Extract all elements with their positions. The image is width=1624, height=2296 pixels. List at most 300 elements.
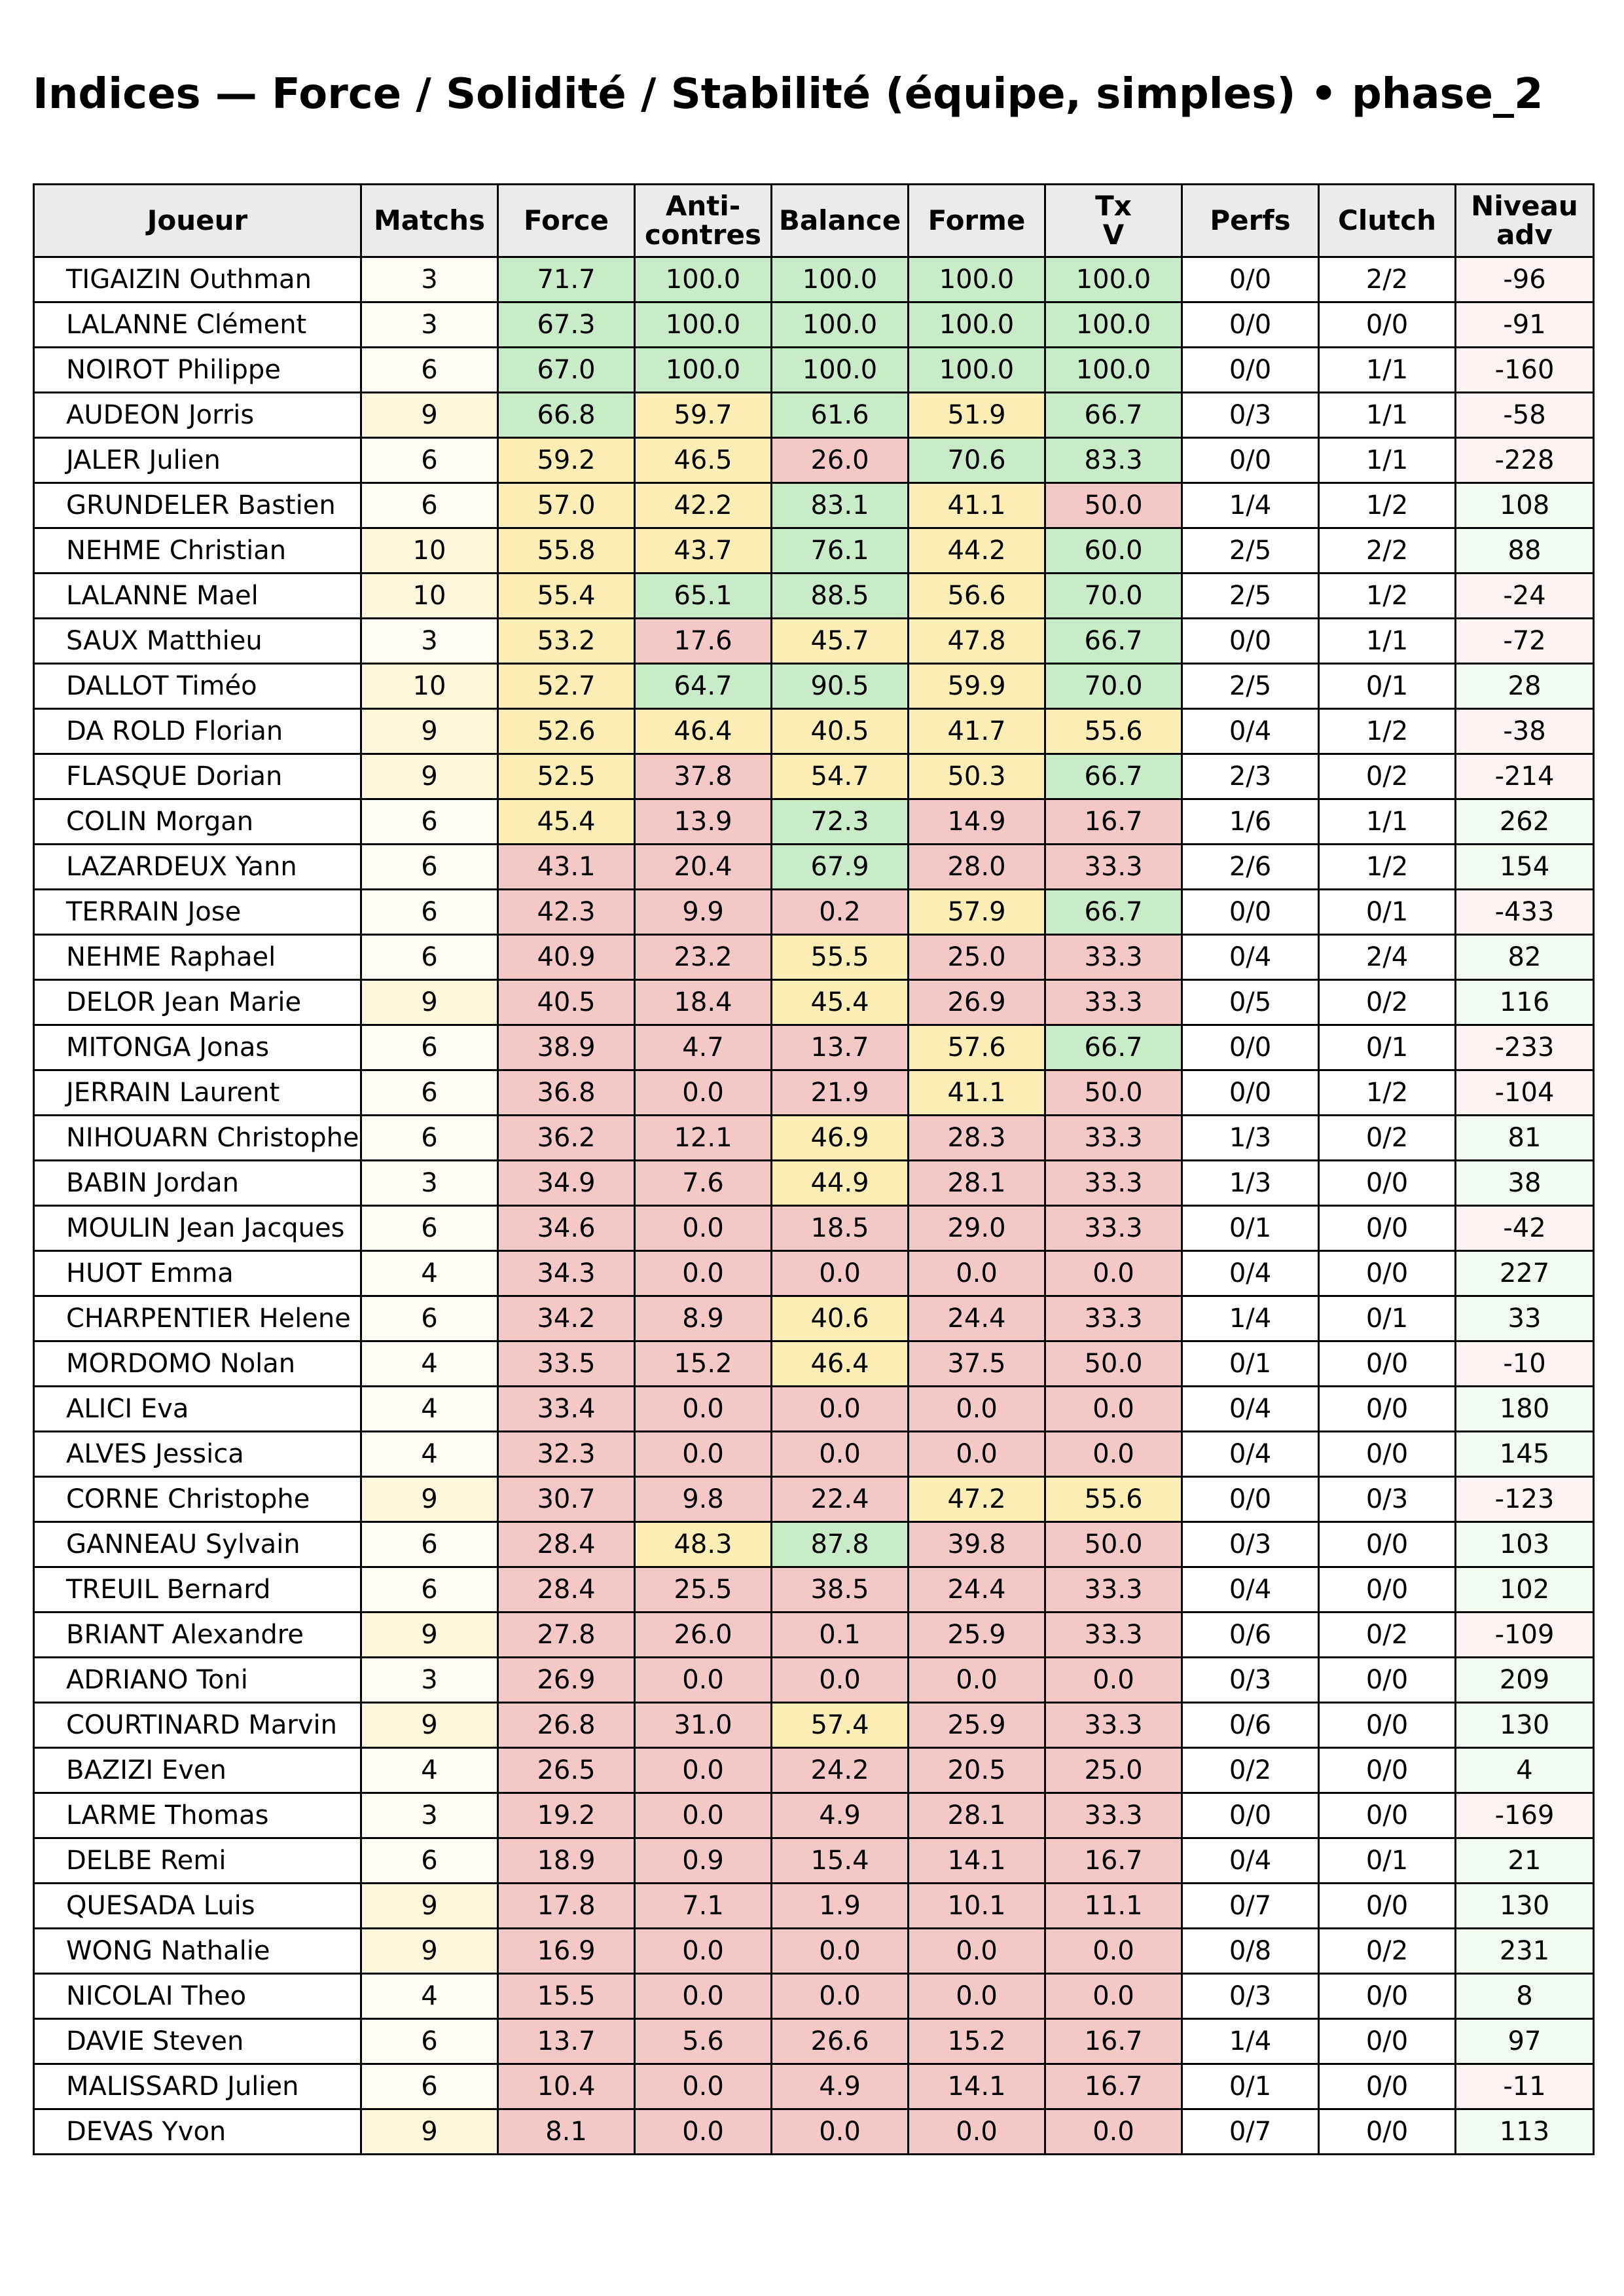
matchs-cell: 10 — [361, 528, 498, 574]
forme-cell: 25.9 — [909, 1703, 1045, 1748]
perfs-cell: 0/1 — [1182, 2064, 1319, 2109]
niveau-adv-cell: 88 — [1456, 528, 1594, 574]
matchs-cell: 6 — [361, 1206, 498, 1251]
clutch-cell: 1/2 — [1319, 845, 1456, 890]
table-row — [34, 1206, 1594, 1251]
matchs-cell: 4 — [361, 1748, 498, 1793]
niveau-adv-cell: -109 — [1456, 1613, 1594, 1658]
matchs-cell: 6 — [361, 438, 498, 483]
column-header-matchs: Matchs — [361, 185, 498, 257]
forme-cell: 28.1 — [909, 1793, 1045, 1838]
perfs-cell: 0/8 — [1182, 1929, 1319, 1974]
perfs-cell: 1/3 — [1182, 1116, 1319, 1161]
clutch-cell: 1/1 — [1319, 619, 1456, 664]
table-row — [34, 1974, 1594, 2019]
forme-cell: 0.0 — [909, 1974, 1045, 2019]
balance-cell: 61.6 — [772, 393, 909, 438]
balance-cell: 0.0 — [772, 1974, 909, 2019]
clutch-cell: 0/2 — [1319, 1116, 1456, 1161]
force-cell: 71.7 — [498, 257, 635, 302]
force-cell: 27.8 — [498, 1613, 635, 1658]
forme-cell: 14.1 — [909, 1838, 1045, 1884]
force-cell: 19.2 — [498, 1793, 635, 1838]
niveau-adv-cell: 103 — [1456, 1522, 1594, 1567]
tx-v-cell: 50.0 — [1045, 483, 1182, 528]
balance-cell: 83.1 — [772, 483, 909, 528]
forme-cell: 37.5 — [909, 1341, 1045, 1387]
balance-cell: 38.5 — [772, 1567, 909, 1613]
anti-contres-cell: 23.2 — [635, 935, 772, 980]
anti-contres-cell: 20.4 — [635, 845, 772, 890]
matchs-cell: 6 — [361, 799, 498, 845]
niveau-adv-cell: 180 — [1456, 1387, 1594, 1432]
force-cell: 40.5 — [498, 980, 635, 1025]
forme-cell: 0.0 — [909, 1387, 1045, 1432]
matchs-cell: 9 — [361, 393, 498, 438]
balance-cell: 0.0 — [772, 1387, 909, 1432]
table-row — [34, 1658, 1594, 1703]
perfs-cell: 2/3 — [1182, 754, 1319, 799]
tx-v-cell: 33.3 — [1045, 980, 1182, 1025]
anti-contres-cell: 15.2 — [635, 1341, 772, 1387]
perfs-cell: 0/4 — [1182, 1251, 1319, 1296]
clutch-cell: 0/0 — [1319, 1793, 1456, 1838]
forme-cell: 24.4 — [909, 1567, 1045, 1613]
matchs-cell: 4 — [361, 1432, 498, 1477]
matchs-cell: 6 — [361, 1025, 498, 1070]
perfs-cell: 0/6 — [1182, 1703, 1319, 1748]
player-name: LALANNE Clément — [34, 302, 361, 348]
anti-contres-cell: 0.0 — [635, 1206, 772, 1251]
player-name: MORDOMO Nolan — [34, 1341, 361, 1387]
table-row — [34, 754, 1594, 799]
forme-cell: 57.9 — [909, 890, 1045, 935]
force-cell: 42.3 — [498, 890, 635, 935]
clutch-cell: 0/0 — [1319, 2019, 1456, 2064]
balance-cell: 45.7 — [772, 619, 909, 664]
table-row — [34, 1116, 1594, 1161]
matchs-cell: 9 — [361, 1929, 498, 1974]
niveau-adv-cell: -228 — [1456, 438, 1594, 483]
table-row — [34, 1432, 1594, 1477]
table-row — [34, 1387, 1594, 1432]
niveau-adv-cell: -91 — [1456, 302, 1594, 348]
clutch-cell: 0/2 — [1319, 1613, 1456, 1658]
matchs-cell: 6 — [361, 1522, 498, 1567]
clutch-cell: 1/2 — [1319, 709, 1456, 754]
tx-v-cell: 66.7 — [1045, 393, 1182, 438]
force-cell: 18.9 — [498, 1838, 635, 1884]
forme-cell: 41.1 — [909, 1070, 1045, 1116]
tx-v-cell: 33.3 — [1045, 1567, 1182, 1613]
tx-v-cell: 33.3 — [1045, 1206, 1182, 1251]
force-cell: 55.4 — [498, 574, 635, 619]
forme-cell: 28.3 — [909, 1116, 1045, 1161]
clutch-cell: 0/1 — [1319, 1838, 1456, 1884]
tx-v-cell: 70.0 — [1045, 664, 1182, 709]
niveau-adv-cell: 108 — [1456, 483, 1594, 528]
balance-cell: 4.9 — [772, 2064, 909, 2109]
tx-v-cell: 16.7 — [1045, 799, 1182, 845]
perfs-cell: 0/4 — [1182, 935, 1319, 980]
player-name: LALANNE Mael — [34, 574, 361, 619]
clutch-cell: 0/1 — [1319, 1025, 1456, 1070]
matchs-cell: 3 — [361, 302, 498, 348]
tx-v-cell: 100.0 — [1045, 302, 1182, 348]
niveau-adv-cell: 97 — [1456, 2019, 1594, 2064]
clutch-cell: 0/0 — [1319, 1251, 1456, 1296]
forme-cell: 50.3 — [909, 754, 1045, 799]
table-row — [34, 845, 1594, 890]
matchs-cell: 6 — [361, 1116, 498, 1161]
table-row — [34, 1070, 1594, 1116]
forme-cell: 25.9 — [909, 1613, 1045, 1658]
niveau-adv-cell: -104 — [1456, 1070, 1594, 1116]
anti-contres-cell: 48.3 — [635, 1522, 772, 1567]
forme-cell: 100.0 — [909, 257, 1045, 302]
anti-contres-cell: 0.0 — [635, 1793, 772, 1838]
anti-contres-cell: 8.9 — [635, 1296, 772, 1341]
balance-cell: 22.4 — [772, 1477, 909, 1522]
anti-contres-cell: 37.8 — [635, 754, 772, 799]
clutch-cell: 2/2 — [1319, 528, 1456, 574]
balance-cell: 76.1 — [772, 528, 909, 574]
player-name: CHARPENTIER Helene — [34, 1296, 361, 1341]
force-cell: 28.4 — [498, 1567, 635, 1613]
force-cell: 45.4 — [498, 799, 635, 845]
matchs-cell: 10 — [361, 664, 498, 709]
tx-v-cell: 33.3 — [1045, 1296, 1182, 1341]
table-row — [34, 619, 1594, 664]
tx-v-cell: 0.0 — [1045, 1387, 1182, 1432]
perfs-cell: 0/4 — [1182, 1838, 1319, 1884]
perfs-cell: 1/4 — [1182, 483, 1319, 528]
table-row — [34, 890, 1594, 935]
tx-v-cell: 55.6 — [1045, 709, 1182, 754]
force-cell: 8.1 — [498, 2109, 635, 2155]
balance-cell: 0.1 — [772, 1613, 909, 1658]
force-cell: 34.3 — [498, 1251, 635, 1296]
matchs-cell: 6 — [361, 845, 498, 890]
force-cell: 38.9 — [498, 1025, 635, 1070]
table-row — [34, 348, 1594, 393]
anti-contres-cell: 100.0 — [635, 257, 772, 302]
column-header-balance: Balance — [772, 185, 909, 257]
force-cell: 28.4 — [498, 1522, 635, 1567]
player-name: FLASQUE Dorian — [34, 754, 361, 799]
table-row — [34, 574, 1594, 619]
balance-cell: 90.5 — [772, 664, 909, 709]
table-row — [34, 1161, 1594, 1206]
tx-v-cell: 16.7 — [1045, 2064, 1182, 2109]
player-name: NIHOUARN Christophe — [34, 1116, 361, 1161]
column-header-perfs: Perfs — [1182, 185, 1319, 257]
anti-contres-cell: 0.0 — [635, 1974, 772, 2019]
player-name: LARME Thomas — [34, 1793, 361, 1838]
forme-cell: 47.8 — [909, 619, 1045, 664]
anti-contres-cell: 43.7 — [635, 528, 772, 574]
forme-cell: 57.6 — [909, 1025, 1045, 1070]
forme-cell: 0.0 — [909, 1251, 1045, 1296]
anti-contres-cell: 0.0 — [635, 1748, 772, 1793]
force-cell: 13.7 — [498, 2019, 635, 2064]
matchs-cell: 3 — [361, 1161, 498, 1206]
clutch-cell: 0/0 — [1319, 1974, 1456, 2019]
table-row — [34, 799, 1594, 845]
player-name: CORNE Christophe — [34, 1477, 361, 1522]
forme-cell: 51.9 — [909, 393, 1045, 438]
perfs-cell: 0/4 — [1182, 1567, 1319, 1613]
perfs-cell: 1/4 — [1182, 1296, 1319, 1341]
clutch-cell: 0/0 — [1319, 1432, 1456, 1477]
matchs-cell: 9 — [361, 2109, 498, 2155]
table-row — [34, 2109, 1594, 2155]
player-name: QUESADA Luis — [34, 1884, 361, 1929]
niveau-adv-cell: 231 — [1456, 1929, 1594, 1974]
clutch-cell: 1/2 — [1319, 1070, 1456, 1116]
force-cell: 57.0 — [498, 483, 635, 528]
matchs-cell: 9 — [361, 980, 498, 1025]
balance-cell: 44.9 — [772, 1161, 909, 1206]
force-cell: 52.6 — [498, 709, 635, 754]
perfs-cell: 0/0 — [1182, 1477, 1319, 1522]
matchs-cell: 6 — [361, 1838, 498, 1884]
perfs-cell: 0/3 — [1182, 393, 1319, 438]
force-cell: 55.8 — [498, 528, 635, 574]
column-header-forme: Forme — [909, 185, 1045, 257]
matchs-cell: 10 — [361, 574, 498, 619]
tx-v-cell: 83.3 — [1045, 438, 1182, 483]
perfs-cell: 0/3 — [1182, 1658, 1319, 1703]
balance-cell: 0.0 — [772, 2109, 909, 2155]
niveau-adv-cell: 113 — [1456, 2109, 1594, 2155]
niveau-adv-cell: -38 — [1456, 709, 1594, 754]
niveau-adv-cell: 145 — [1456, 1432, 1594, 1477]
table-row — [34, 709, 1594, 754]
table-row — [34, 1838, 1594, 1884]
matchs-cell: 4 — [361, 1387, 498, 1432]
player-name: NEHME Raphael — [34, 935, 361, 980]
balance-cell: 0.0 — [772, 1658, 909, 1703]
anti-contres-cell: 0.0 — [635, 2064, 772, 2109]
balance-cell: 26.0 — [772, 438, 909, 483]
clutch-cell: 0/0 — [1319, 1341, 1456, 1387]
matchs-cell: 4 — [361, 1974, 498, 2019]
page-title: Indices — Force / Solidité / Stabilité (équipe, simples) • phase_2 — [33, 70, 1543, 118]
column-header-force: Force — [498, 185, 635, 257]
anti-contres-cell: 46.4 — [635, 709, 772, 754]
tx-v-cell: 55.6 — [1045, 1477, 1182, 1522]
matchs-cell: 6 — [361, 935, 498, 980]
matchs-cell: 6 — [361, 483, 498, 528]
table-row — [34, 528, 1594, 574]
tx-v-cell: 33.3 — [1045, 1613, 1182, 1658]
force-cell: 16.9 — [498, 1929, 635, 1974]
niveau-adv-cell: 154 — [1456, 845, 1594, 890]
clutch-cell: 0/1 — [1319, 664, 1456, 709]
tx-v-cell: 100.0 — [1045, 348, 1182, 393]
table-row — [34, 1025, 1594, 1070]
balance-cell: 40.6 — [772, 1296, 909, 1341]
player-name: GRUNDELER Bastien — [34, 483, 361, 528]
force-cell: 67.0 — [498, 348, 635, 393]
balance-cell: 18.5 — [772, 1206, 909, 1251]
anti-contres-cell: 100.0 — [635, 302, 772, 348]
perfs-cell: 0/1 — [1182, 1206, 1319, 1251]
player-name: ALVES Jessica — [34, 1432, 361, 1477]
anti-contres-cell: 31.0 — [635, 1703, 772, 1748]
anti-contres-cell: 5.6 — [635, 2019, 772, 2064]
perfs-cell: 0/5 — [1182, 980, 1319, 1025]
niveau-adv-cell: 130 — [1456, 1703, 1594, 1748]
matchs-cell: 9 — [361, 1613, 498, 1658]
table-row — [34, 1567, 1594, 1613]
forme-cell: 0.0 — [909, 1432, 1045, 1477]
force-cell: 26.5 — [498, 1748, 635, 1793]
tx-v-cell: 33.3 — [1045, 1161, 1182, 1206]
player-name: DEVAS Yvon — [34, 2109, 361, 2155]
perfs-cell: 0/4 — [1182, 709, 1319, 754]
anti-contres-cell: 13.9 — [635, 799, 772, 845]
column-header-niveau-adv: Niveau adv — [1456, 185, 1594, 257]
anti-contres-cell: 4.7 — [635, 1025, 772, 1070]
table-row — [34, 257, 1594, 302]
table-row — [34, 2064, 1594, 2109]
tx-v-cell: 70.0 — [1045, 574, 1182, 619]
tx-v-cell: 33.3 — [1045, 1793, 1182, 1838]
clutch-cell: 0/0 — [1319, 1522, 1456, 1567]
niveau-adv-cell: 102 — [1456, 1567, 1594, 1613]
player-name: HUOT Emma — [34, 1251, 361, 1296]
forme-cell: 70.6 — [909, 438, 1045, 483]
balance-cell: 4.9 — [772, 1793, 909, 1838]
balance-cell: 0.2 — [772, 890, 909, 935]
balance-cell: 45.4 — [772, 980, 909, 1025]
header-row — [34, 185, 1594, 257]
clutch-cell: 0/0 — [1319, 1658, 1456, 1703]
player-name: DA ROLD Florian — [34, 709, 361, 754]
tx-v-cell: 33.3 — [1045, 1703, 1182, 1748]
player-name: LAZARDEUX Yann — [34, 845, 361, 890]
column-header-joueur: Joueur — [34, 185, 361, 257]
perfs-cell: 0/0 — [1182, 438, 1319, 483]
forme-cell: 29.0 — [909, 1206, 1045, 1251]
table-row — [34, 1884, 1594, 1929]
tx-v-cell: 11.1 — [1045, 1884, 1182, 1929]
matchs-cell: 6 — [361, 1567, 498, 1613]
clutch-cell: 0/0 — [1319, 1206, 1456, 1251]
niveau-adv-cell: 130 — [1456, 1884, 1594, 1929]
matchs-cell: 6 — [361, 1296, 498, 1341]
matchs-cell: 4 — [361, 1251, 498, 1296]
stats-table — [33, 183, 1595, 2155]
player-name: JERRAIN Laurent — [34, 1070, 361, 1116]
clutch-cell: 0/0 — [1319, 302, 1456, 348]
forme-cell: 0.0 — [909, 1929, 1045, 1974]
matchs-cell: 6 — [361, 2064, 498, 2109]
anti-contres-cell: 0.9 — [635, 1838, 772, 1884]
force-cell: 36.8 — [498, 1070, 635, 1116]
matchs-cell: 6 — [361, 348, 498, 393]
force-cell: 34.6 — [498, 1206, 635, 1251]
matchs-cell: 9 — [361, 709, 498, 754]
anti-contres-cell: 0.0 — [635, 1070, 772, 1116]
tx-v-cell: 0.0 — [1045, 2109, 1182, 2155]
clutch-cell: 1/1 — [1319, 799, 1456, 845]
matchs-cell: 9 — [361, 1703, 498, 1748]
perfs-cell: 1/3 — [1182, 1161, 1319, 1206]
table-row — [34, 980, 1594, 1025]
player-name: AUDEON Jorris — [34, 393, 361, 438]
player-name: DALLOT Timéo — [34, 664, 361, 709]
anti-contres-cell: 0.0 — [635, 1251, 772, 1296]
perfs-cell: 0/3 — [1182, 1522, 1319, 1567]
balance-cell: 57.4 — [772, 1703, 909, 1748]
forme-cell: 20.5 — [909, 1748, 1045, 1793]
forme-cell: 10.1 — [909, 1884, 1045, 1929]
anti-contres-cell: 65.1 — [635, 574, 772, 619]
perfs-cell: 0/4 — [1182, 1432, 1319, 1477]
table-row — [34, 1613, 1594, 1658]
anti-contres-cell: 7.6 — [635, 1161, 772, 1206]
forme-cell: 0.0 — [909, 2109, 1045, 2155]
anti-contres-cell: 9.8 — [635, 1477, 772, 1522]
player-name: TIGAIZIN Outhman — [34, 257, 361, 302]
perfs-cell: 0/7 — [1182, 1884, 1319, 1929]
tx-v-cell: 25.0 — [1045, 1748, 1182, 1793]
force-cell: 30.7 — [498, 1477, 635, 1522]
table-row — [34, 1251, 1594, 1296]
matchs-cell: 3 — [361, 257, 498, 302]
player-name: MOULIN Jean Jacques — [34, 1206, 361, 1251]
tx-v-cell: 33.3 — [1045, 845, 1182, 890]
column-header-anti-contres: Anti- contres — [635, 185, 772, 257]
balance-cell: 0.0 — [772, 1432, 909, 1477]
tx-v-cell: 0.0 — [1045, 1432, 1182, 1477]
table-body — [34, 257, 1594, 2155]
perfs-cell: 0/4 — [1182, 1387, 1319, 1432]
anti-contres-cell: 0.0 — [635, 1929, 772, 1974]
niveau-adv-cell: -42 — [1456, 1206, 1594, 1251]
player-name: ALICI Eva — [34, 1387, 361, 1432]
forme-cell: 28.1 — [909, 1161, 1045, 1206]
clutch-cell: 0/0 — [1319, 2109, 1456, 2155]
player-name: DELBE Remi — [34, 1838, 361, 1884]
perfs-cell: 1/4 — [1182, 2019, 1319, 2064]
balance-cell: 55.5 — [772, 935, 909, 980]
player-name: NICOLAI Theo — [34, 1974, 361, 2019]
table-row — [34, 1703, 1594, 1748]
tx-v-cell: 16.7 — [1045, 1838, 1182, 1884]
perfs-cell: 1/6 — [1182, 799, 1319, 845]
table-row — [34, 1296, 1594, 1341]
player-name: JALER Julien — [34, 438, 361, 483]
anti-contres-cell: 7.1 — [635, 1884, 772, 1929]
tx-v-cell: 50.0 — [1045, 1070, 1182, 1116]
force-cell: 32.3 — [498, 1432, 635, 1477]
tx-v-cell: 100.0 — [1045, 257, 1182, 302]
niveau-adv-cell: 82 — [1456, 935, 1594, 980]
table-row — [34, 302, 1594, 348]
clutch-cell: 1/2 — [1319, 483, 1456, 528]
niveau-adv-cell: 21 — [1456, 1838, 1594, 1884]
forme-cell: 41.1 — [909, 483, 1045, 528]
perfs-cell: 0/0 — [1182, 1793, 1319, 1838]
force-cell: 10.4 — [498, 2064, 635, 2109]
clutch-cell: 0/3 — [1319, 1477, 1456, 1522]
niveau-adv-cell: -433 — [1456, 890, 1594, 935]
perfs-cell: 0/0 — [1182, 1070, 1319, 1116]
